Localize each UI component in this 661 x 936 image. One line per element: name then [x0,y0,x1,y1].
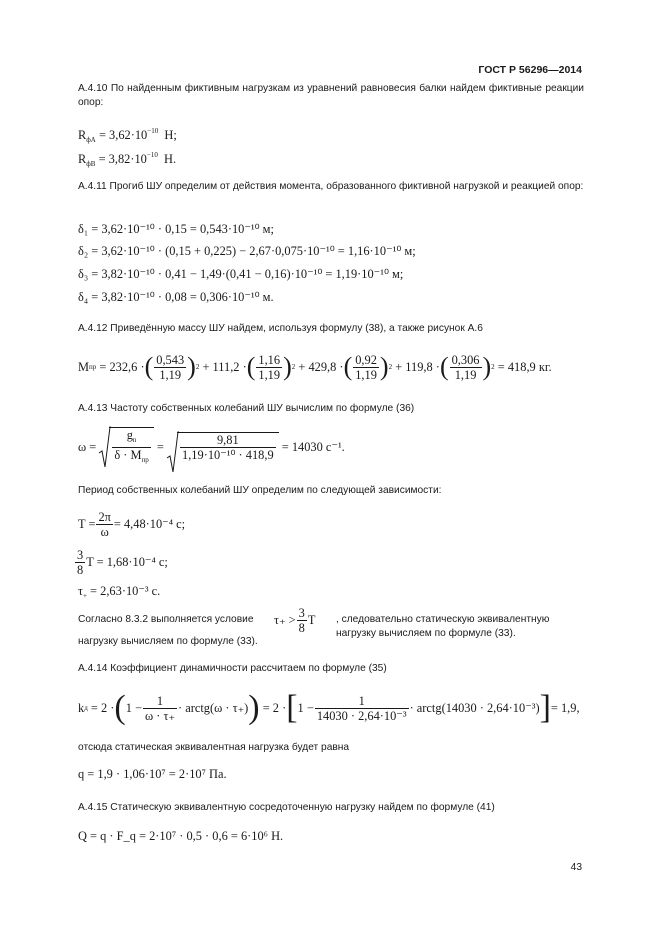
formula-mass: M пр = 232,6 · ( $\frac{0,543}{1,19}$ ) 2 + 111,2 · ( $\frac{1,16}{1,19}$ ) 2 + 429,8 · ( $\frac{0,92}{1,19}$ ) 2 + 119,8 · ( $\frac{0,306}{1,19}$ ) 2 = 418,9 кг. [78,352,552,382]
paragraph-a412: А.4.12 Приведённую массу ШУ найдем, используя формулу (38), а также рисунок А.6 [78,323,483,334]
paragraph-then: отсюда статическая эквивалентная нагрузка будет равна [78,742,350,753]
paragraph-a411: А.4.11 Прогиб ШУ определим от действия момента, образованного фиктивной нагрузкой и реакцией опор: [78,181,584,192]
document-code: ГОСТ Р 56296—2014 [478,64,582,76]
formula-period-t: T = $\frac{2\pi}{\omega}$ = 4,48·10⁻⁴ с; [78,509,186,539]
paragraph-period: Период собственных колебаний ШУ определим по следующей зависимости: [78,485,442,496]
paragraph-condition-cont: нагрузку вычисляем по формуле (33). [78,636,258,647]
formula-delta4: δ₄ = 3,82·10⁻¹⁰ · 0,08 = 0,306·10⁻¹⁰ м. [78,290,274,304]
paragraph-a414: А.4.14 Коэффициент динамичности рассчитаем по формуле (35) [78,663,387,674]
page-number: 43 [570,862,582,873]
paragraph-a415: А.4.15 Статическую эквивалентную сосредоточенную нагрузку найдем по формуле (41) [78,802,495,813]
formula-tau: $\tau_+ = 2,63\cdot 10^{-3}$ с. [78,584,161,600]
formula-delta2: δ₂ = 3,62·10⁻¹⁰ · (0,15 + 0,225) − 2,67·0,075·10⁻¹⁰ = 1,16·10⁻¹⁰ м; [78,244,416,258]
formula-kd: k д = 2 · ( 1 − $\frac{1}{\omega \cdot \tau_+}$ · arctg(ω · τ₊) ) = 2 · [ 1 − $\frac{1}{\text{14030 · 2,64·10⁻³}}$ · arctg(14030 · 2,64·10⁻³) ] = 1,9, [78,689,580,726]
formula-Q: Q = q · F_q = 2·10⁷ · 0,5 · 0,6 = 6·10⁶ Н. [78,829,284,843]
formula-q: q = 1,9 · 1,06·10⁷ = 2·10⁷ Па. [78,767,227,781]
formula-ra: $R_{фА} = 3,62\cdot 10^{-10}$ Н; [78,127,177,144]
paragraph-a413: А.4.13 Частоту собственных колебаний ШУ вычислим по формуле (36) [78,403,415,414]
formula-delta3: δ₃ = 3,82·10⁻¹⁰ · 0,41 − 1,49·(0,41 − 0,16)·10⁻¹⁰ = 1,19·10⁻¹⁰ м; [78,267,404,281]
formula-rb: $R_{фВ} = 3,82\cdot 10^{-10}$ Н. [78,151,177,168]
formula-period-three-eighths: $\frac{3}{8}$ T = 1,68·10⁻⁴ с; [77,547,168,577]
paragraph-a410: А.4.10 По найденным фиктивным нагрузкам из уравнений равновесия балки найдем фиктивные реакции опор: [78,83,584,108]
paragraph-condition: Согласно 8.3.2 выполняется условие τ₊ > $\frac{3}{8}$ T , следовательно статическую эквивалентную нагрузку вычисляем по формуле (33). [78,605,550,639]
formula-delta1: δ₁ = 3,62·10⁻¹⁰ · 0,15 = 0,543·10⁻¹⁰ м; [78,222,274,236]
formula-omega: ω = $\frac{g_n}{\delta \cdot M_{пр}}$ = $\frac{9,81}{\text{1,19·10⁻¹⁰ · 418,9}}$ = 14030 с⁻¹. [78,425,345,469]
